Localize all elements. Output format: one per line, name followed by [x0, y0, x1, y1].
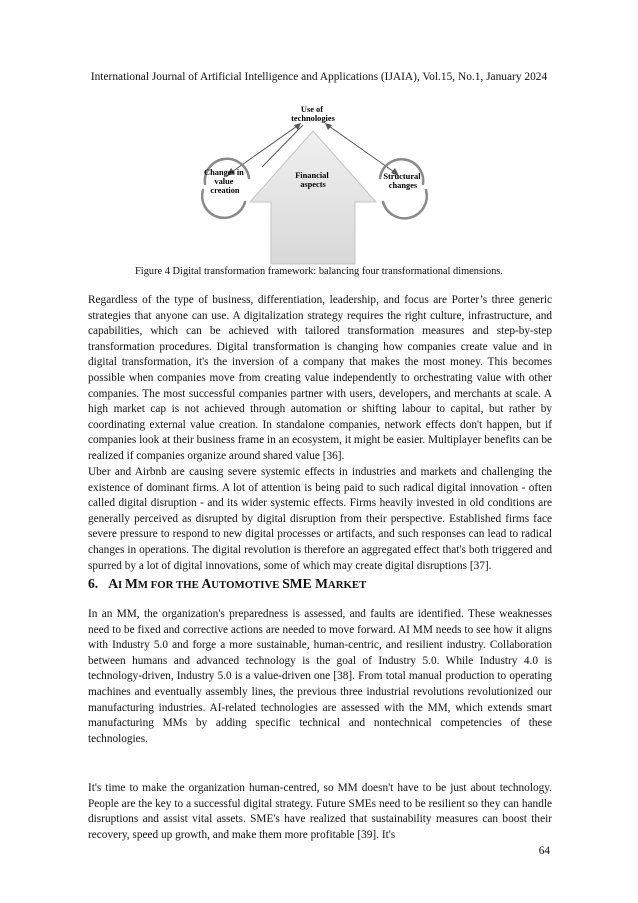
paragraph-human-centred: It's time to make the organization human-centred, so MM doesn't have to be just about technology. People are the key to a successful digital strategy. Future SMEs need to be resilient so they can handle disruptions and assist vital assets. SME's have realized that sustainability measures can boost their recovery, speed up growth, and make them more profitable [39]. It's: [88, 782, 552, 841]
financial-aspects-label: Financial aspects: [295, 171, 329, 189]
section-heading: [88, 575, 366, 594]
section-title-part: A: [108, 576, 119, 591]
section-title-part: M: [315, 576, 328, 591]
use-of-technologies-label: Use of technologies: [291, 105, 335, 123]
svg-text:Changes in value c: Changes in value creation: [204, 168, 244, 195]
section-title-part: I: [118, 579, 125, 591]
section-title: [108, 576, 366, 591]
svg-text:Structural changes: Structural changes: [383, 172, 421, 190]
figure-caption: Figure 4 Digital transformation framework: balancing four transformational dimensions.: [135, 266, 503, 277]
structural-changes-node: [380, 159, 427, 218]
paragraph-ai-mm: In an MM, the organization's preparedness is assessed, and faults are identified. These weaknesses need to be fixed and corrective actions are needed to move forward. AI MM needs to see how it aligns with Industry 5.0 and forge a more sustainable, human-centric, and resilient industry. Collaboration between humans and advanced technology is the goal of Industry 5.0. While Industry 4.0 is technology-driven, Industry 5.0 is a value-driven one [38]. From total manual production to operating machines and eventually assembly lines, the previous three industrial revolutions revolutionized our manufacturing industries. AI-related technologies are assessed with the MM, which extends smart manufacturing MMs by adding specific technical and nontechnical competencies of these technologies.: [88, 608, 552, 745]
section-number: 6.: [88, 576, 99, 591]
paragraph-porter-strategies: Regardless of the type of business, differentiation, leadership, and focus are Porter’s three generic strategies that anyone can use. A digitalization strategy requires the right culture, infrastructure, and capabilities, which can be achieved with tailored transformation measures and step-by-step transformation procedures. Digital transformation is changing how companies create value and in digital transformation, it's the inversion of a company that makes the most money. This becomes possible when companies move from creating value independently to orchestrating value with other companies. The most successful companies partner with users, developers, and merchants at scale. A high market cap is not achieved through automation or shifting labour to capital, but rather by coordinating external value creation. In standalone companies, network effects don't happen, but if companies look at their business frame in an ecosystem, it might be easier. Multiplayer benefits can be realized if companies organize around shared value [36].: [88, 294, 552, 462]
section-title-part: UTOMOTIVE: [211, 579, 283, 591]
section-title-part: M: [124, 576, 138, 591]
central-up-arrow: [250, 131, 376, 264]
changes-in-value-creation-node: [202, 159, 249, 218]
running-header: International Journal of Artificial Intelligence and Applications (IJAIA), Vol.15, No.1, January 2024: [90, 71, 548, 83]
section-title-part: SME: [282, 576, 316, 591]
page-number: 64: [538, 845, 550, 857]
paragraph-digital-disruption: Uber and Airbnb are causing severe systemic effects in industries and markets and challenging the existence of dominant firms. A lot of attention is being paid to such radical digital innovation - often called digital disruption - and its wider systemic effects. Firms heavily invested in old conditions are generally perceived as disrupted by digital disruption from their perspective. Established firms face severe pressure to respond to new digital processes or artifacts, and such responses can lead to radical changes in operations. The digital revolution is therefore an aggregated effect that's both triggered and spurred by a lot of digital innovations, some of which may create digital disruptions [37].: [88, 466, 552, 572]
section-title-part: ARKET: [327, 579, 367, 591]
section-title-part: M FOR THE: [137, 579, 202, 591]
section-title-part: A: [201, 576, 212, 591]
transformation-framework-diagram: [0, 98, 638, 266]
